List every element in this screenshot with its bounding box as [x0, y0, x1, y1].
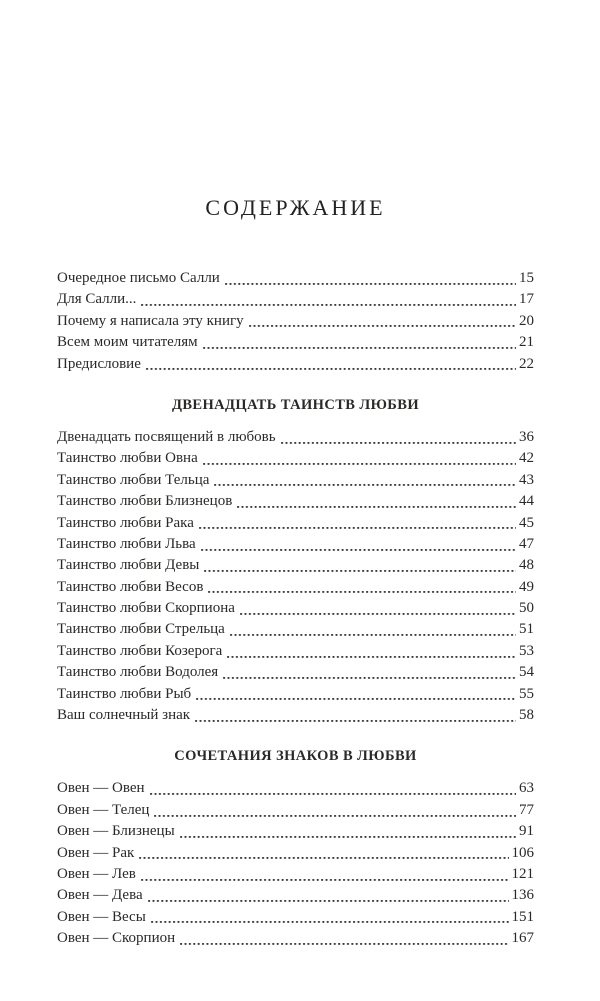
toc-entry-label: Таинство любви Тельца — [57, 471, 210, 488]
toc-entry-page: 58 — [519, 707, 534, 724]
toc-entry-label: Очередное письмо Салли — [57, 270, 220, 286]
toc-entry-label: Овен — Лев — [57, 865, 136, 882]
toc-entry-page: 136 — [511, 887, 534, 904]
toc-entry — [57, 354, 534, 375]
section-entries — [57, 427, 534, 726]
toc-entry-label: Таинство любви Рыб — [57, 685, 192, 702]
toc-entry-label: Овен — Овен — [57, 780, 145, 797]
toc-entry-page: 49 — [519, 578, 534, 595]
toc-entry — [57, 427, 534, 448]
toc-entry-page: 43 — [519, 471, 534, 488]
toc-entry-page: 44 — [519, 493, 534, 510]
section-heading: ДВЕНАДЦАТЬ ТАИНСТВ ЛЮБВИ — [171, 396, 420, 413]
dot-leader — [203, 448, 516, 469]
dot-leader — [214, 470, 516, 491]
toc-entry-label: Таинство любви Весов — [57, 578, 204, 595]
toc-entry — [57, 289, 534, 310]
toc-entry-page: 51 — [519, 621, 534, 638]
dot-leader — [227, 641, 516, 662]
dot-leader — [148, 885, 509, 906]
toc-entry — [57, 470, 534, 491]
page-title: СОДЕРЖАНИЕ — [205, 195, 386, 220]
toc-entry-page: 77 — [519, 801, 534, 818]
toc-entry — [57, 705, 534, 726]
toc-entry — [57, 448, 534, 469]
section-entries — [57, 268, 534, 375]
toc-entry — [57, 534, 534, 555]
toc-entry-label: Таинство любви Льва — [57, 535, 196, 552]
toc-entry-label: Почему я написала эту книгу — [57, 312, 244, 329]
toc-entry-label: Всем моим читателям — [57, 334, 198, 351]
toc-entry — [57, 513, 534, 534]
toc-entry-label: Таинство любви Скорпиона — [57, 600, 235, 617]
dot-leader — [154, 800, 516, 821]
toc-entry-page: 167 — [511, 930, 534, 947]
dot-leader — [180, 821, 516, 842]
dot-leader — [150, 778, 516, 799]
toc-entry — [57, 491, 534, 512]
toc-entry-page: 22 — [519, 355, 534, 372]
toc-entry-page: 20 — [519, 312, 534, 329]
toc-entry-page: 45 — [519, 514, 534, 531]
toc-entry-page: 17 — [519, 291, 534, 308]
toc-section — [57, 747, 534, 949]
dot-leader — [139, 843, 508, 864]
dot-leader — [199, 513, 516, 534]
toc-entry-label: Таинство любви Овна — [57, 450, 198, 467]
toc-entry-page: 151 — [511, 908, 534, 925]
toc-entry — [57, 332, 534, 353]
dot-leader — [141, 289, 516, 310]
dot-leader — [249, 311, 516, 332]
toc-sections — [57, 268, 534, 950]
toc-section — [57, 396, 534, 726]
toc-entry-page: 121 — [511, 865, 534, 882]
toc-entry-label: Овен — Скорпион — [57, 930, 176, 947]
toc-entry — [57, 778, 534, 799]
toc-entry-label: Таинство любви Стрельца — [57, 621, 225, 638]
toc-entry-page: 91 — [519, 823, 534, 840]
toc-entry-page: 63 — [519, 780, 534, 797]
toc-entry-label: Таинство любви Водолея — [57, 664, 219, 681]
toc-entry — [57, 577, 534, 598]
dot-leader — [281, 427, 516, 448]
section-heading: СОЧЕТАНИЯ ЗНАКОВ В ЛЮБВИ — [174, 748, 417, 765]
toc-entry-label: Ваш солнечный знак — [57, 707, 191, 724]
toc-entry — [57, 311, 534, 332]
toc-entry — [57, 641, 534, 662]
toc-entry-label: Двенадцать посвящений в любовь — [57, 428, 276, 445]
toc-entry — [57, 864, 534, 885]
toc-entry-label: Овен — Весы — [57, 908, 146, 925]
dot-leader — [208, 577, 516, 598]
toc-entry-label: Для Салли... — [57, 291, 137, 308]
dot-leader — [230, 619, 516, 640]
toc-section — [57, 268, 534, 375]
toc-entry — [57, 598, 534, 619]
toc-entry-page: 50 — [519, 600, 534, 617]
toc-entry-page: 15 — [519, 270, 534, 286]
toc-entry-page: 54 — [519, 664, 534, 681]
toc-entry-page: 106 — [511, 844, 534, 861]
toc-entry — [57, 843, 534, 864]
toc-entry-page: 21 — [519, 334, 534, 351]
toc-entry — [57, 619, 534, 640]
dot-leader — [146, 354, 516, 375]
dot-leader — [180, 928, 508, 949]
toc-entry — [57, 907, 534, 928]
dot-leader — [223, 662, 516, 683]
toc-entry — [57, 268, 534, 289]
dot-leader — [204, 555, 516, 576]
toc-entry-label: Овен — Близнецы — [57, 823, 175, 840]
toc-entry — [57, 684, 534, 705]
toc-entry-page: 55 — [519, 685, 534, 702]
toc-entry — [57, 885, 534, 906]
toc-entry — [57, 662, 534, 683]
section-entries — [57, 778, 534, 949]
toc-entry-page: 36 — [519, 428, 534, 445]
toc-entry-label: Таинство любви Близнецов — [57, 493, 233, 510]
dot-leader — [151, 907, 509, 928]
dot-leader — [201, 534, 516, 555]
toc-entry-label: Таинство любви Рака — [57, 514, 194, 531]
toc-entry-page: 48 — [519, 557, 534, 574]
toc-entry — [57, 800, 534, 821]
toc-entry-label: Овен — Дева — [57, 887, 143, 904]
toc-entry-label: Овен — Рак — [57, 844, 135, 861]
dot-leader — [225, 268, 516, 289]
toc-entry-label: Таинство любви Девы — [57, 557, 200, 574]
dot-leader — [237, 491, 516, 512]
dot-leader — [203, 332, 516, 353]
toc-entry-page: 53 — [519, 642, 534, 659]
toc-entry-page: 42 — [519, 450, 534, 467]
dot-leader — [141, 864, 509, 885]
dot-leader — [196, 684, 516, 705]
toc-entry-label: Овен — Телец — [57, 801, 150, 818]
toc-entry — [57, 821, 534, 842]
toc-entry-page: 47 — [519, 535, 534, 552]
toc-entry — [57, 928, 534, 949]
toc-entry — [57, 555, 534, 576]
dot-leader — [240, 598, 516, 619]
toc-entry-label: Предисловие — [57, 355, 141, 372]
dot-leader — [195, 705, 516, 726]
toc-entry-label: Таинство любви Козерога — [57, 642, 223, 659]
